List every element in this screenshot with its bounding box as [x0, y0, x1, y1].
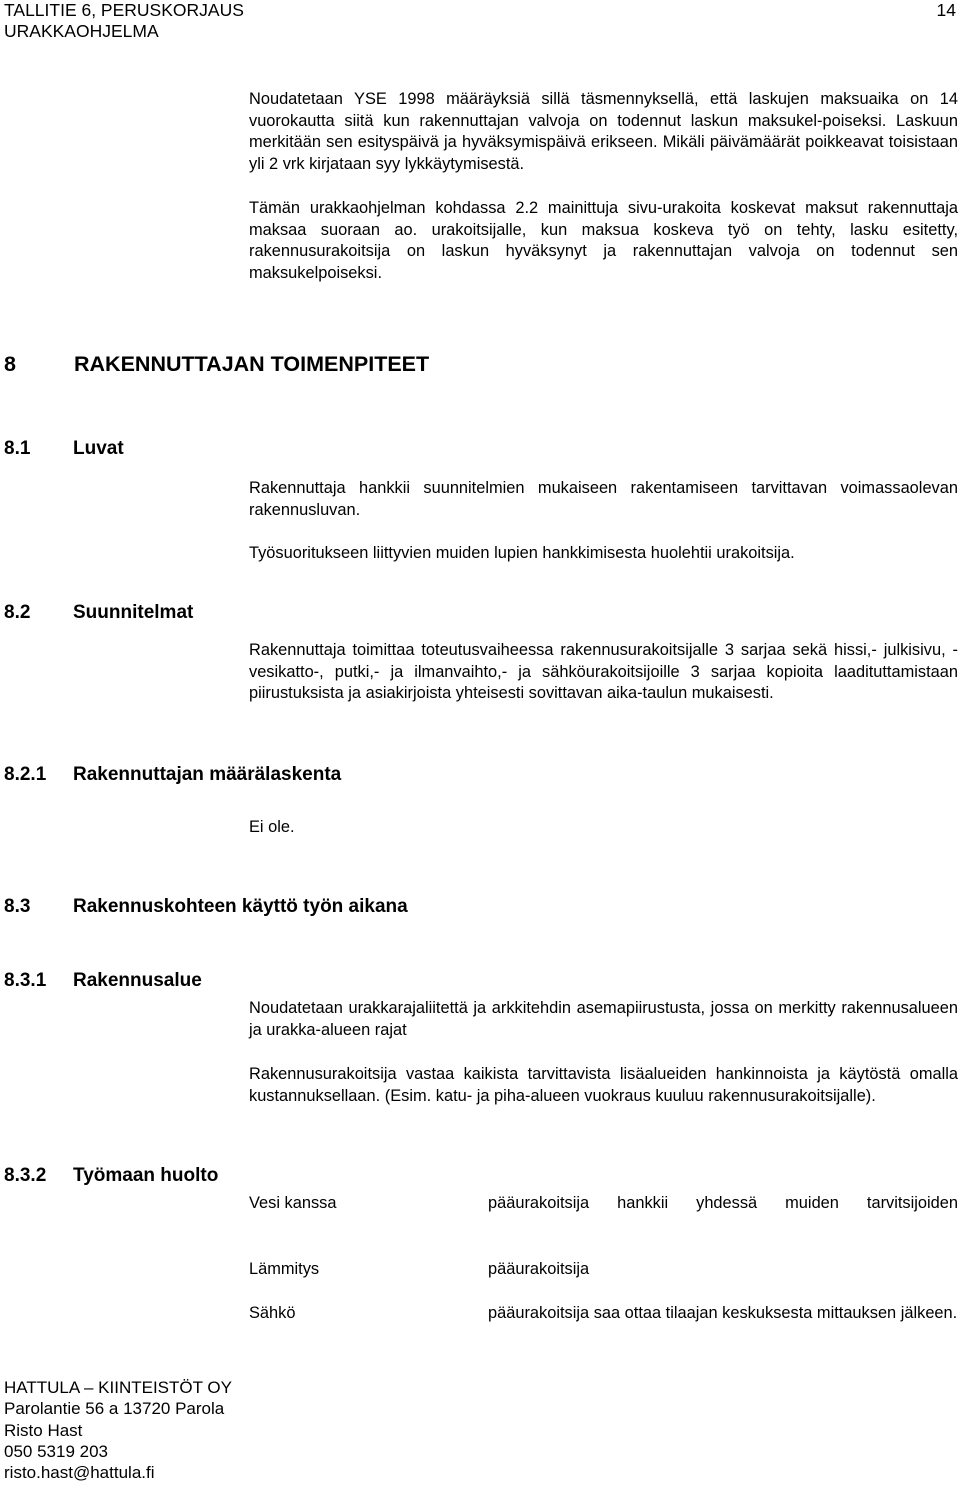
- section-title: Suunnitelmat: [73, 602, 194, 623]
- section-title: Rakennuttajan määrälaskenta: [73, 764, 342, 785]
- intro-paragraph-2: Tämän urakkaohjelman kohdassa 2.2 mainittuja sivu-urakoita koskevat maksut rakennuttaja maksaa suoraan ao. urakoitsijalle, kun maksua koskeva työ on tehty, lasku esitetty, rakennusurakoitsija on laskun hyväksynyt ja rakennuttajan valvoja on todennut sen maksukelpoiseksi.: [249, 199, 958, 282]
- section-number: 8.3.1: [4, 970, 47, 991]
- section-number: 8.3.2: [4, 1165, 47, 1186]
- footer-phone: 050 5319 203: [4, 1441, 108, 1461]
- section-8-1-paragraph-1: Rakennuttaja hankkii suunnitelmien mukaiseen rakentamiseen tarvittavan voimassaolevan rakennusluvan.: [249, 479, 958, 519]
- service-item-heating: Lämmitys: [249, 1260, 320, 1278]
- section-8-1-paragraph-2: Työsuoritukseen liittyvien muiden lupien hankkimisesta huolehtii urakoitsija.: [249, 544, 795, 562]
- section-title: Luvat: [73, 438, 124, 459]
- footer-person: Risto Hast: [4, 1420, 83, 1440]
- section-number: 8.2.1: [4, 764, 47, 785]
- section-number: 8.1: [4, 438, 31, 459]
- document-footer: [4, 1377, 232, 1483]
- section-8-3-1-paragraph-1: Noudatetaan urakkarajaliitettä ja arkkitehdin asemapiirustusta, jossa on merkitty rakennusalueen ja urakka-alueen rajat: [249, 999, 958, 1039]
- section-title: Työmaan huolto: [73, 1165, 219, 1186]
- page-number: 14: [936, 0, 956, 20]
- footer-company: HATTULA – KIINTEISTÖT OY: [4, 1378, 232, 1397]
- intro-paragraph-1: Noudatetaan YSE 1998 määräyksiä sillä täsmennyksellä, että laskujen maksuaika on 14 vuorokautta siitä kun rakennuttajan valvoja on todennut laskun maksukel-poiseksi. Laskuun merkitään sen esityspäivä ja hyväksymispäivä erikseen. Mikäli päivämäärät poikkeavat toisistaan yli 2 vrk kirjataan syy lykkäytymisestä.: [249, 90, 958, 173]
- section-title: Rakennuskohteen käyttö työn aikana: [73, 896, 408, 917]
- service-item-electricity: Sähkö: [249, 1304, 296, 1322]
- document-header: [4, 0, 244, 42]
- section-number: 8: [4, 352, 16, 376]
- section-number: 8.3: [4, 896, 31, 917]
- section-title: RAKENNUTTAJAN TOIMENPITEET: [74, 352, 430, 376]
- section-number: 8.2: [4, 602, 31, 623]
- section-title: Rakennusalue: [73, 970, 202, 991]
- section-8-3-1-paragraph-2: Rakennusurakoitsija vastaa kaikista tarvittavista lisäalueiden hankinnoista ja käytöstä omalla kustannuksellaan. (Esim. katu- ja piha-alueen vuokraus kuuluu rakennusurakoitsijalle).: [249, 1065, 958, 1105]
- section-8-2-paragraph-1: Rakennuttaja toimittaa toteutusvaiheessa rakennusurakoitsijalle 3 sarjaa sekä hissi,- julkisivu, - vesikatto-, putki,- ja ilmanvaihto,- ja sähköurakoitsijoille 3 sarjaa kopioita laadituttamistaan piirustuksista ja asiakirjoista yhteisesti sovittavan aika-taulun mukaisesti.: [249, 641, 958, 703]
- section-8-2-1-paragraph-1: Ei ole.: [249, 818, 295, 836]
- document-title: TALLITIE 6, PERUSKORJAUS: [4, 0, 244, 20]
- service-item-water: Vesi kanssa: [249, 1194, 337, 1212]
- document-subtitle: URAKKAOHJELMA: [4, 21, 159, 41]
- footer-address: Parolantie 56 a 13720 Parola: [4, 1399, 225, 1419]
- service-desc-water: pääurakoitsija hankkii yhdessä muiden tarvitsijoiden: [488, 1194, 958, 1212]
- service-desc-electricity: pääurakoitsija saa ottaa tilaajan keskuksesta mittauksen jälkeen.: [488, 1304, 958, 1322]
- service-desc-heating: pääurakoitsija: [488, 1260, 590, 1278]
- footer-email[interactable]: risto.hast@hattula.fi: [4, 1463, 155, 1483]
